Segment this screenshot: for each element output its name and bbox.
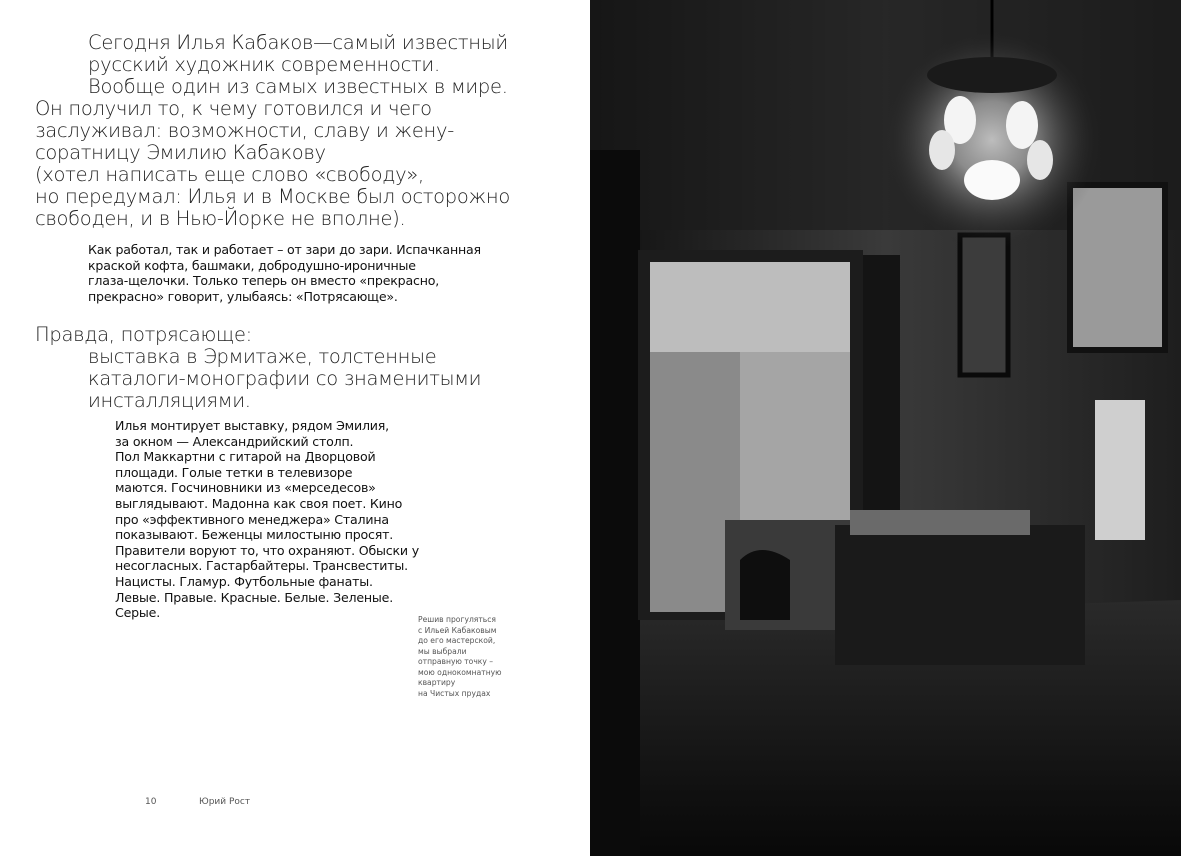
text-line: заслуживал: возможности, славу и жену- (35, 119, 454, 142)
text-line: свободен, и в Нью-Йорке не вполне). (35, 207, 406, 230)
text-line: но передумал: Илья и в Москве был осторожно (35, 185, 510, 208)
chandelier-bulb (1006, 101, 1038, 149)
text-line: Нацисты. Гламур. Футбольные фанаты. (115, 573, 373, 589)
text-line: Сегодня Илья Кабаков—самый известный (88, 31, 508, 54)
chandelier-bowl (964, 160, 1020, 200)
desk (835, 525, 1085, 665)
running-author: Юрий Рост (199, 797, 251, 807)
paragraph-1 (88, 242, 481, 304)
window-trees (740, 352, 850, 522)
page-number: 10 (145, 797, 157, 807)
painting-right (1070, 185, 1165, 350)
text-line: Он получил то, к чему готовился и чего (35, 97, 432, 120)
painting-left (960, 235, 1008, 375)
caption-line: Решив прогуляться (418, 615, 497, 624)
text-line: глаза-щелочки. Только теперь он вместо «прекрасно, (88, 273, 440, 289)
section-2-heading (35, 324, 481, 412)
caption-line: отправную точку – (418, 657, 494, 666)
chair (740, 550, 790, 620)
text-line: выставка в Эрмитаже, толстенные (88, 345, 437, 368)
paragraph-2 (115, 418, 419, 621)
caption-line: на Чистых прудах (418, 688, 491, 698)
text-line: Пол Маккартни с гитарой на Дворцовой (115, 449, 376, 465)
window-awning (650, 262, 850, 352)
text-line: несогласных. Гастарбайтеры. Трансвеститы. (115, 558, 408, 574)
left-page (0, 0, 590, 856)
left-curtain (590, 150, 640, 856)
text-line: каталоги-монографии со знаменитыми (88, 367, 482, 390)
desk-papers (850, 510, 1030, 535)
chandelier-bulb (929, 130, 955, 170)
text-line: инсталляциями. (88, 389, 251, 412)
text-line: Левые. Правые. Красные. Белые. Зеленые. (115, 589, 394, 605)
text-line: русский художник современности. (88, 53, 440, 76)
text-line: Серые. (115, 605, 161, 621)
text-line: про «эффективного менеджера» Сталина (115, 511, 389, 527)
caption-line: мы выбрали (418, 646, 467, 656)
caption-line: мою однокомнатную (418, 667, 502, 677)
chandelier-bulb (1027, 140, 1053, 180)
intro-text (35, 32, 510, 230)
caption-line: с Ильей Кабаковым (418, 625, 497, 635)
caption-line: до его мастерской, (418, 636, 496, 645)
caption-line: квартиру (418, 678, 456, 687)
text-line: показывают. Беженцы милостыню просят. (115, 527, 394, 543)
text-line: краской кофта, башмаки, добродушно-ироничные (88, 257, 416, 273)
text-line: Илья монтирует выставку, рядом Эмилия, (115, 418, 389, 433)
text-line: прекрасно» говорит, улыбаясь: «Потрясающе». (88, 288, 398, 304)
text-line: (хотел написать еще слово «свободу», (35, 163, 424, 186)
text-line: Правители воруют то, что охраняют. Обыски у (115, 542, 419, 558)
room-photograph (590, 0, 1181, 856)
text-line: Правда, потрясающе: (35, 323, 252, 346)
text-line: выглядывают. Мадонна как своя поет. Кино (115, 495, 403, 511)
text-line: за окном — Александрийский столп. (115, 433, 354, 449)
photo-caption (418, 615, 502, 699)
text-line: соратницу Эмилию Кабакову (35, 141, 326, 164)
chandelier-ring (927, 57, 1057, 93)
text-line: Вообще один из самых известных в мире. (88, 75, 508, 98)
text-line: площади. Голые тетки в телевизоре (115, 464, 353, 480)
painting-small (1095, 400, 1145, 540)
photo-illustration (590, 0, 1181, 856)
text-line: Как работал, так и работает – от зари до зари. Испачканная (88, 242, 481, 257)
text-line: маются. Госчиновники из «мерседесов» (115, 480, 376, 496)
